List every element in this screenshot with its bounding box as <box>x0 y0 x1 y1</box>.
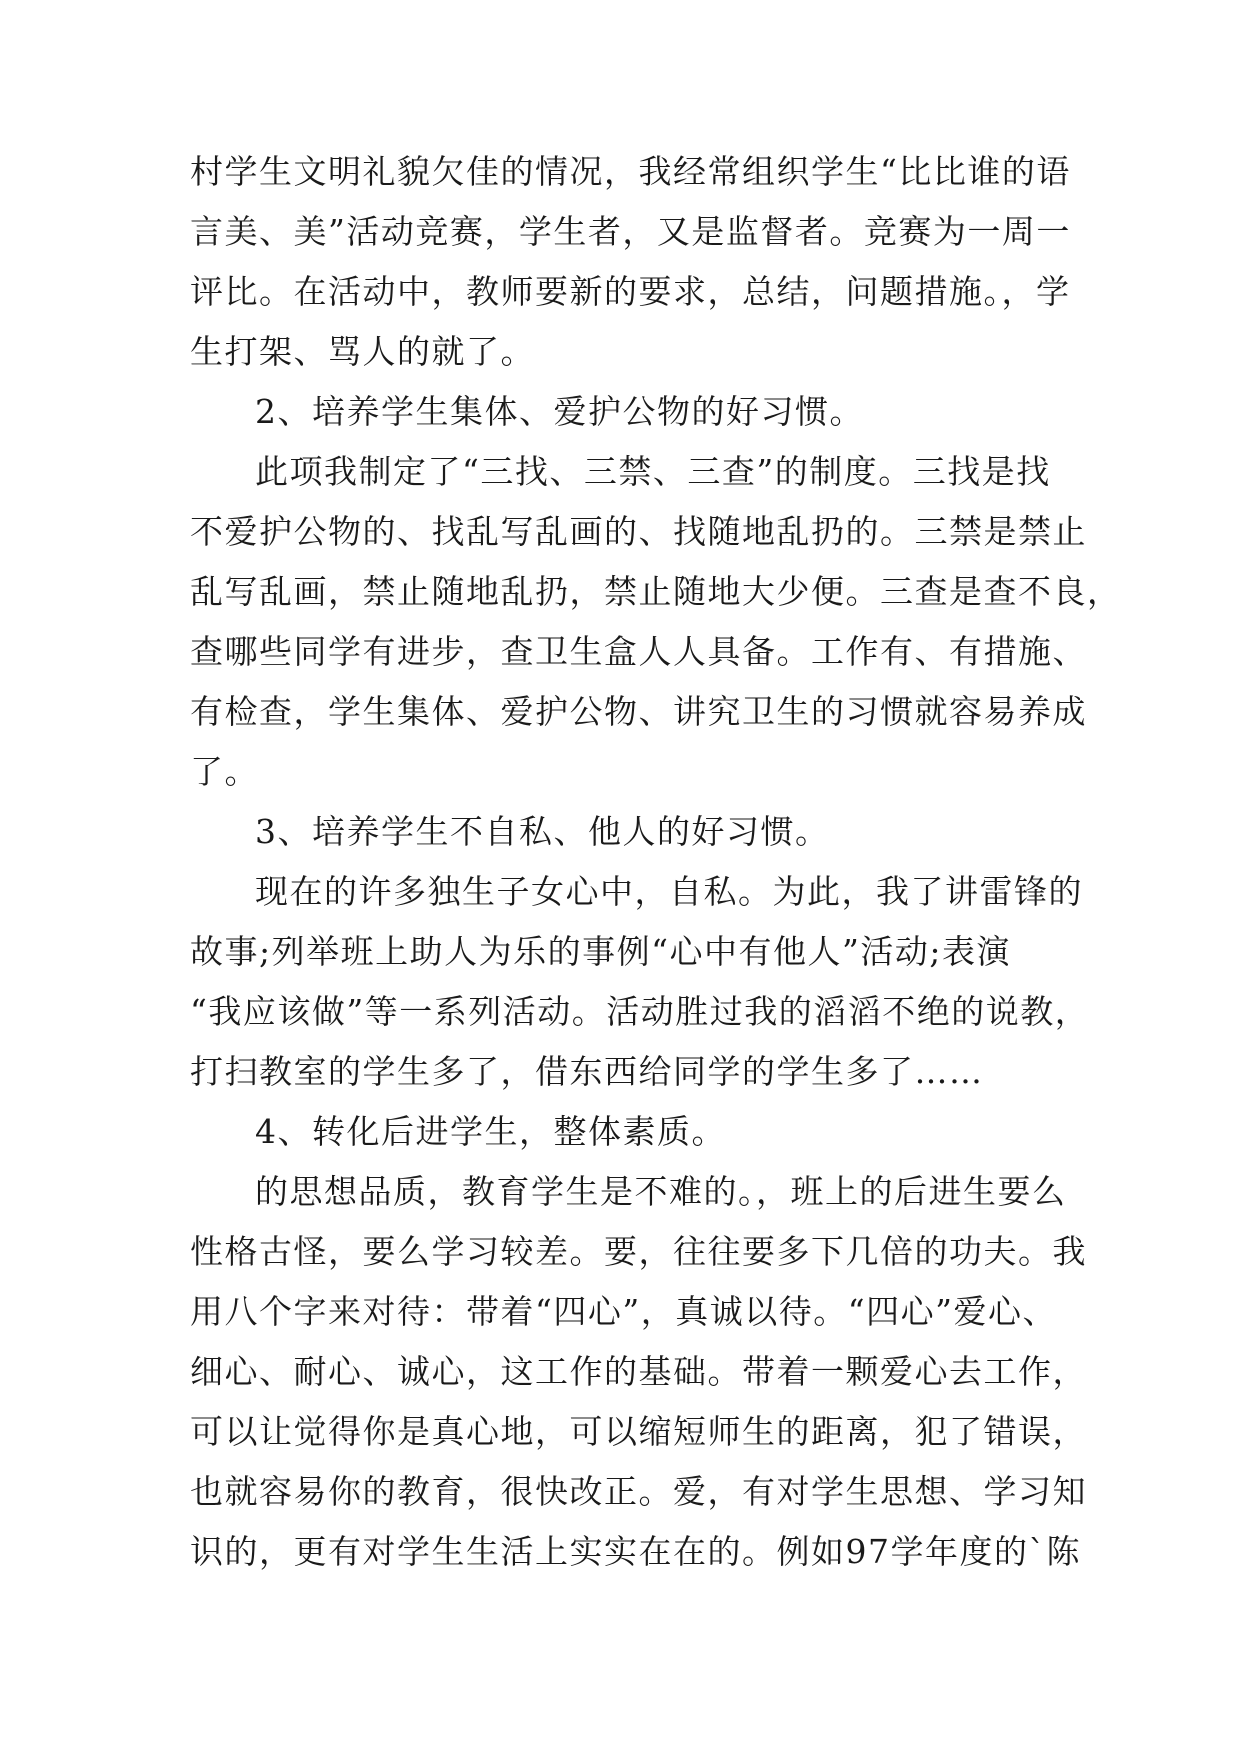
text-line: 识的，更有对学生生活上实实在在的。例如97学年度的`陈 <box>190 1532 1081 1571</box>
text-line: 查哪些同学有进步，查卫生盒人人具备。工作有、有措施、 <box>190 632 1087 671</box>
text-line: 故事;列举班上助人为乐的事例“心中有他人”活动;表演 <box>190 932 1011 971</box>
text-line: 不爱护公物的、找乱写乱画的、找随地乱扔的。三禁是禁止 <box>190 512 1087 551</box>
text-line: 可以让觉得你是真心地，可以缩短师生的距离，犯了错误， <box>190 1412 1087 1451</box>
text-line: “我应该做”等一系列活动。活动胜过我的滔滔不绝的说教， <box>190 992 1090 1031</box>
text-line: 言美、美”活动竞赛，学生者，又是监督者。竞赛为一周一 <box>190 212 1071 251</box>
text-line: 了。 <box>190 752 259 791</box>
section-heading: 2、培养学生集体、爱护公物的好习惯。 <box>255 392 864 431</box>
section-heading: 4、转化后进学生，整体素质。 <box>255 1112 726 1151</box>
text-line: 村学生文明礼貌欠佳的情况，我经常组织学生“比比谁的语 <box>190 152 1071 191</box>
paragraph-start: 此项我制定了“三找、三禁、三查”的制度。三找是找 <box>255 452 1051 491</box>
section-heading: 3、培养学生不自私、他人的好习惯。 <box>255 812 830 851</box>
paragraph-start: 的思想品质，教育学生是不难的。，班上的后进生要么 <box>255 1172 1067 1211</box>
text-line: 打扫教室的学生多了，借东西给同学的学生多了…… <box>190 1052 984 1091</box>
text-line: 有检查，学生集体、爱护公物、讲究卫生的习惯就容易养成 <box>190 692 1087 731</box>
text-line: 细心、耐心、诚心，这工作的基础。带着一颗爱心去工作， <box>190 1352 1087 1391</box>
text-line: 评比。在活动中，教师要新的要求，总结，问题措施。，学 <box>190 272 1071 311</box>
text-line: 也就容易你的教育，很快改正。爱，有对学生思想、学习知 <box>190 1472 1087 1511</box>
text-line: 用八个字来对待：带着“四心”，真诚以待。“四心”爱心、 <box>190 1292 1057 1331</box>
text-line: 乱写乱画，禁止随地乱扔，禁止随地大少便。三查是查不良， <box>190 572 1122 611</box>
text-line: 生打架、骂人的就了。 <box>190 332 535 371</box>
text-line: 性格古怪，要么学习较差。要，往往要多下几倍的功夫。我 <box>190 1232 1087 1271</box>
paragraph-start: 现在的许多独生子女心中，自私。为此，我了讲雷锋的 <box>255 872 1083 911</box>
